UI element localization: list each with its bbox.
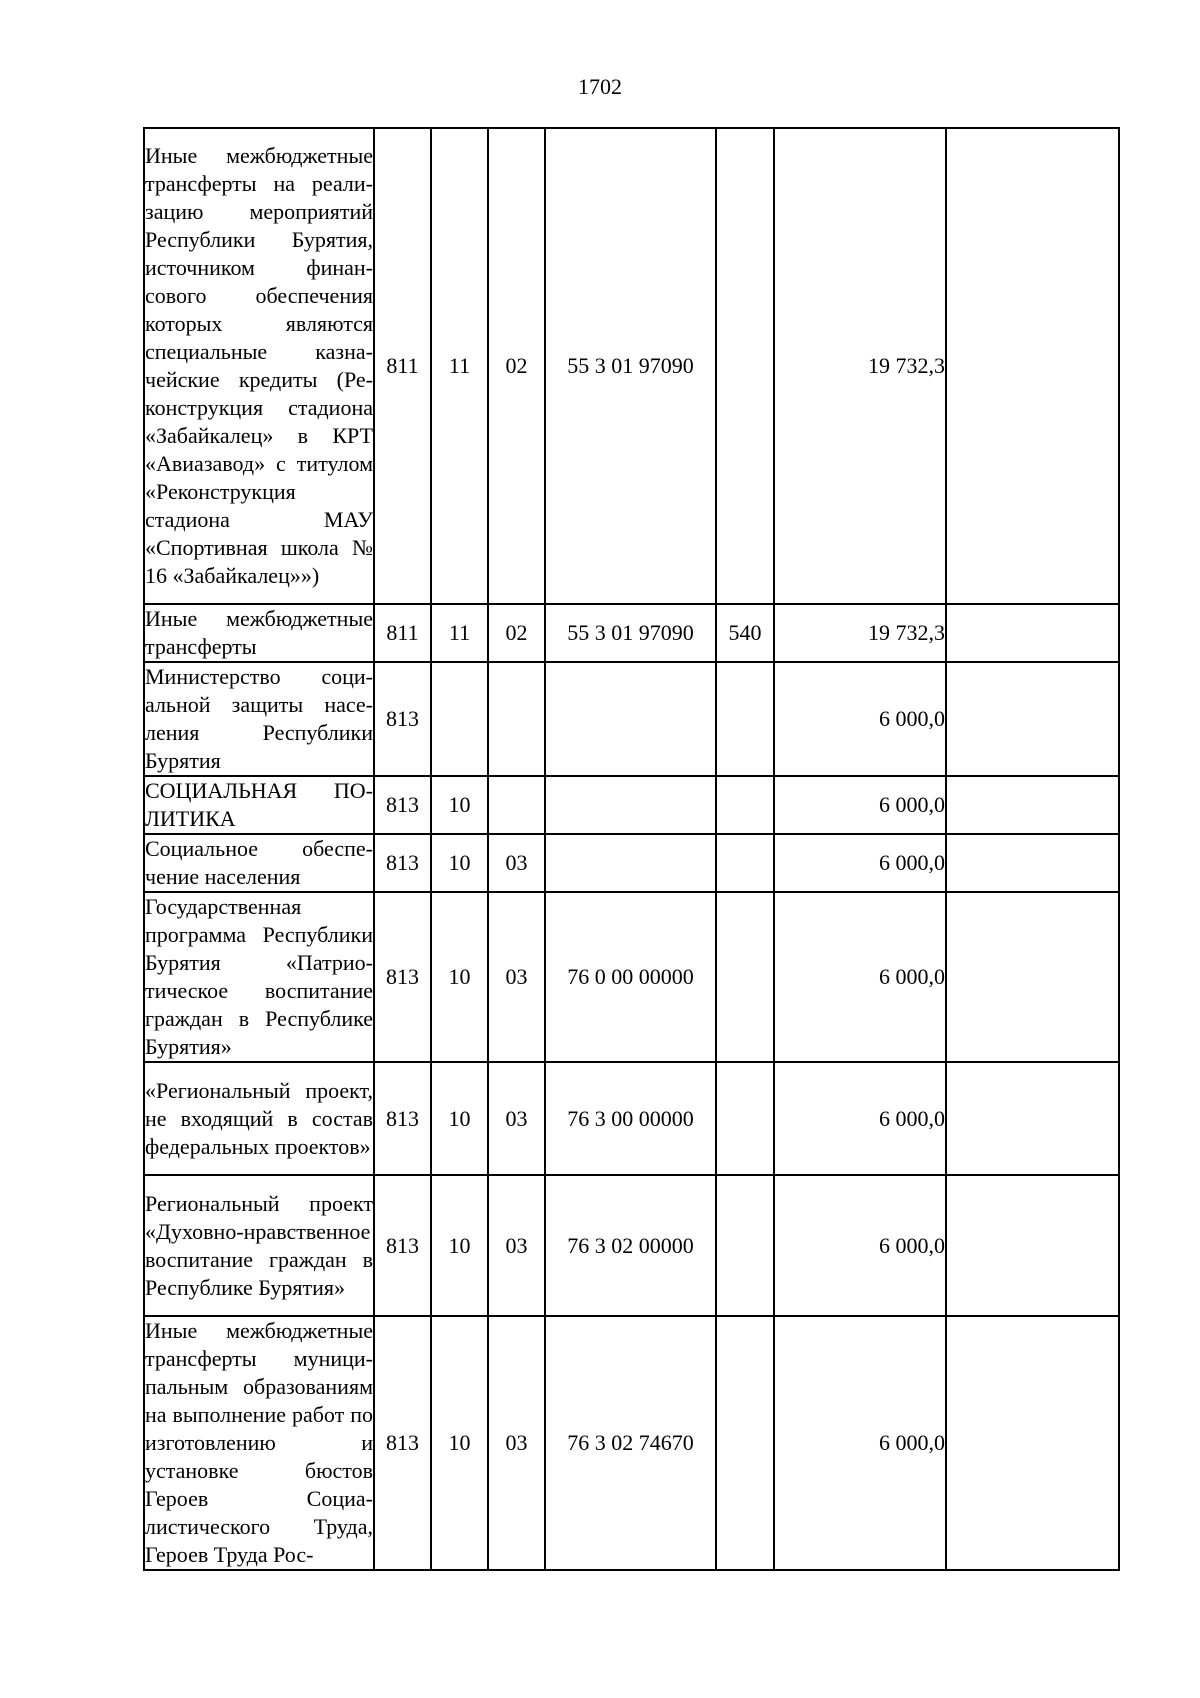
- ministry-code: 813: [374, 776, 431, 834]
- subsection-code: 02: [488, 604, 545, 662]
- extra-column: [946, 662, 1119, 776]
- extra-column: [946, 776, 1119, 834]
- section-code: 10: [431, 1062, 488, 1175]
- section-code: 10: [431, 892, 488, 1062]
- row-name: Иные межбюджетные трансферты: [144, 604, 374, 662]
- amount: 6 000,0: [774, 1062, 946, 1175]
- subsection-code: 03: [488, 834, 545, 892]
- row-name: Иные межбюджетные трансферты муниципальным образованиям на выполнение работ по изготовлению и установке бюстов Героев Социалистического Труда, Героев Труда Рос-: [144, 1316, 374, 1570]
- ministry-code: 811: [374, 128, 431, 604]
- expense-type-code: [716, 834, 774, 892]
- budget-table: [143, 127, 1120, 1571]
- ministry-code: 813: [374, 1175, 431, 1316]
- table-row: [144, 776, 1119, 834]
- target-article-code: [545, 662, 716, 776]
- target-article-code: [545, 776, 716, 834]
- ministry-code: 813: [374, 892, 431, 1062]
- target-article-code: 76 3 00 00000: [545, 1062, 716, 1175]
- amount: 19 732,3: [774, 604, 946, 662]
- ministry-code: 813: [374, 1316, 431, 1570]
- amount: 6 000,0: [774, 776, 946, 834]
- extra-column: [946, 1175, 1119, 1316]
- ministry-code: 813: [374, 1062, 431, 1175]
- subsection-code: [488, 662, 545, 776]
- subsection-code: 03: [488, 892, 545, 1062]
- amount: 6 000,0: [774, 834, 946, 892]
- expense-type-code: 540: [716, 604, 774, 662]
- amount: 6 000,0: [774, 1175, 946, 1316]
- section-code: 10: [431, 776, 488, 834]
- section-code: 10: [431, 834, 488, 892]
- table-row: [144, 1062, 1119, 1175]
- row-name: Государственная программа Республики Бурятия «Патриотическое воспитание граждан в Республике Бурятия»: [144, 892, 374, 1062]
- expense-type-code: [716, 662, 774, 776]
- target-article-code: 55 3 01 97090: [545, 128, 716, 604]
- section-code: 10: [431, 1175, 488, 1316]
- row-name: Региональный проект «Духовно-нравственное воспитание граждан в Республике Бурятия»: [144, 1175, 374, 1316]
- extra-column: [946, 834, 1119, 892]
- table-row: [144, 128, 1119, 604]
- expense-type-code: [716, 128, 774, 604]
- row-name: Иные межбюджетные трансферты на реализацию мероприятий Республики Бурятия, источником финансового обеспечения которых являются специальные казначейские кредиты (Реконструкция стадиона «Забайкалец» в КРТ «Авиазавод» с титулом «Реконструкция стадиона МАУ «Спортивная школа № 16 «Забайкалец»»): [144, 128, 374, 604]
- ministry-code: 811: [374, 604, 431, 662]
- table-row: [144, 604, 1119, 662]
- table-row: [144, 834, 1119, 892]
- subsection-code: [488, 776, 545, 834]
- section-code: 11: [431, 128, 488, 604]
- expense-type-code: [716, 776, 774, 834]
- ministry-code: 813: [374, 662, 431, 776]
- expense-type-code: [716, 1316, 774, 1570]
- target-article-code: [545, 834, 716, 892]
- extra-column: [946, 1316, 1119, 1570]
- subsection-code: 02: [488, 128, 545, 604]
- section-code: 11: [431, 604, 488, 662]
- target-article-code: 55 3 01 97090: [545, 604, 716, 662]
- target-article-code: 76 3 02 74670: [545, 1316, 716, 1570]
- row-name: Министерство социальной защиты населения Республики Бурятия: [144, 662, 374, 776]
- table-row: [144, 1316, 1119, 1570]
- target-article-code: 76 0 00 00000: [545, 892, 716, 1062]
- table-row: [144, 892, 1119, 1062]
- amount: 6 000,0: [774, 1316, 946, 1570]
- section-code: 10: [431, 1316, 488, 1570]
- extra-column: [946, 128, 1119, 604]
- extra-column: [946, 892, 1119, 1062]
- section-code: [431, 662, 488, 776]
- extra-column: [946, 604, 1119, 662]
- extra-column: [946, 1062, 1119, 1175]
- table-row: [144, 1175, 1119, 1316]
- expense-type-code: [716, 1175, 774, 1316]
- subsection-code: 03: [488, 1175, 545, 1316]
- target-article-code: 76 3 02 00000: [545, 1175, 716, 1316]
- expense-type-code: [716, 1062, 774, 1175]
- subsection-code: 03: [488, 1316, 545, 1570]
- ministry-code: 813: [374, 834, 431, 892]
- row-name: «Региональный проект, не входящий в состав федеральных проектов»: [144, 1062, 374, 1175]
- row-name: Социальное обеспечение населения: [144, 834, 374, 892]
- table-row: [144, 662, 1119, 776]
- page-number: 1702: [578, 74, 622, 99]
- amount: 6 000,0: [774, 662, 946, 776]
- expense-type-code: [716, 892, 774, 1062]
- row-name: СОЦИАЛЬНАЯ ПОЛИТИКА: [144, 776, 374, 834]
- subsection-code: 03: [488, 1062, 545, 1175]
- amount: 19 732,3: [774, 128, 946, 604]
- amount: 6 000,0: [774, 892, 946, 1062]
